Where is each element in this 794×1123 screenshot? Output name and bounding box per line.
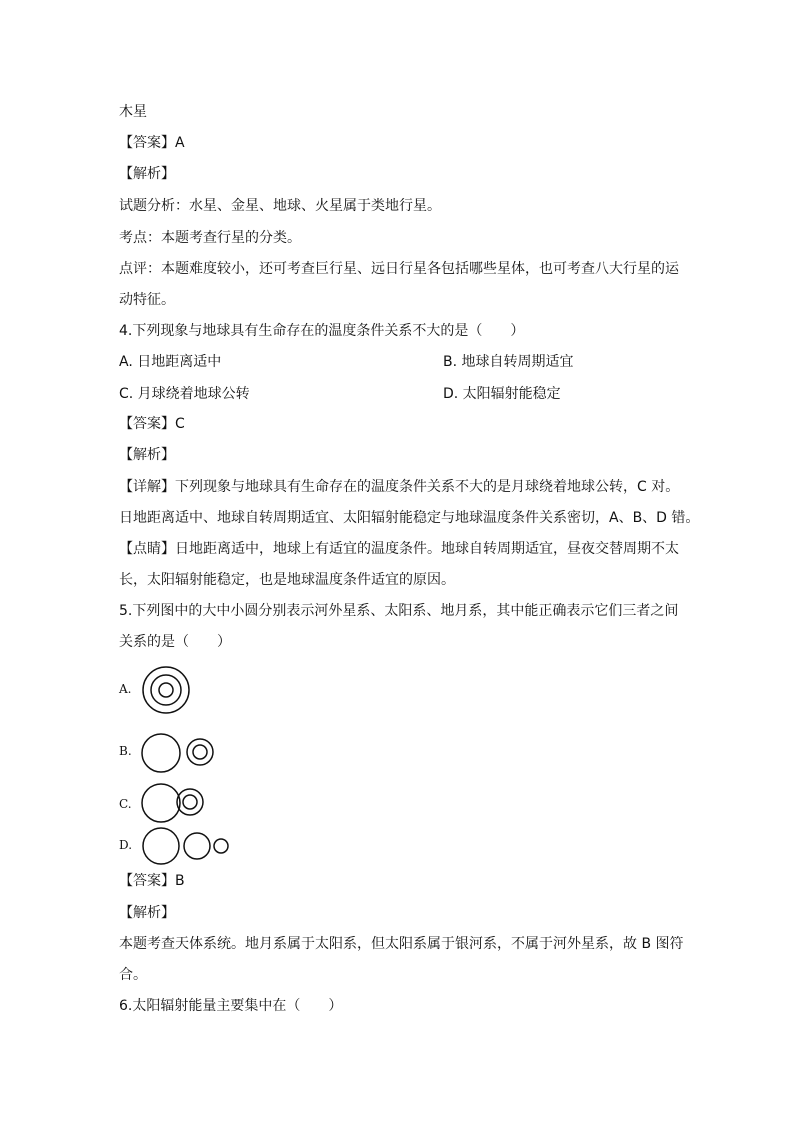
figure-label-c: C. [119,797,132,811]
large-circle [143,828,179,864]
q4-option-d: D. 太阳辐射能稳定 [443,386,561,402]
text-line: 【点睛】日地距离适中，地球上有适宜的温度条件。地球自转周期适宜，昼夜交替周期不太 [119,541,679,557]
text-line: 动特征。 [119,292,175,308]
large-circle [143,667,189,713]
figure-label-b: B. [119,744,132,758]
medium-circle [177,789,203,815]
question-5-continued: 关系的是（ ） [119,634,231,650]
figure-label-d: D. [119,838,133,852]
answer-line: 【答案】B [119,873,185,889]
medium-circle [184,833,210,859]
q4-option-a: A. 日地距离适中 [119,354,222,370]
question-5: 5.下列图中的大中小圆分别表示河外星系、太阳系、地月系，其中能正确表示它们三者之间 [119,603,679,619]
figure-b-separate-circles [140,732,220,776]
analysis-heading: 【解析】 [119,447,175,463]
figure-a-concentric-circles [140,664,192,716]
q4-option-c: C. 月球绕着地球公转 [119,386,250,402]
text-line: 【详解】下列现象与地球具有生命存在的温度条件关系不大的是月球绕着地球公转，C 对。 [119,479,680,495]
medium-circle [187,739,213,765]
q4-option-b: B. 地球自转周期适宜 [443,354,574,370]
text-line: 长，太阳辐射能稳定，也是地球温度条件适宜的原因。 [119,572,455,588]
text-line: 木星 [119,104,147,120]
small-circle [193,745,207,759]
question-6: 6.太阳辐射能量主要集中在（ ） [119,998,343,1014]
text-line: 日地距离适中、地球自转周期适宜、太阳辐射能稳定与地球温度条件关系密切，A、B、D 错。 [119,510,700,526]
figure-d-three-separate-circles [140,826,232,868]
figure-label-a: A. [119,682,132,696]
text-line: 本题考查天体系统。地月系属于太阳系，但太阳系属于银河系，不属于河外星系，故 B 图符 [119,936,684,952]
answer-line: 【答案】C [119,416,185,432]
small-circle [214,839,228,853]
figure-c-overlapping-circles [140,782,210,826]
large-circle [142,734,180,772]
text-line: 点评：本题难度较小，还可考查巨行星、远日行星各包括哪些星体，也可考查八大行星的运 [119,261,679,277]
small-circle [159,683,173,697]
answer-line: 【答案】A [119,135,185,151]
question-4: 4.下列现象与地球具有生命存在的温度条件关系不大的是（ ） [119,323,525,339]
large-circle [142,784,180,822]
text-line: 考点：本题考查行星的分类。 [119,230,301,246]
analysis-heading: 【解析】 [119,905,175,921]
medium-circle [151,675,181,705]
text-line: 合。 [119,967,147,983]
text-line: 试题分析：水星、金星、地球、火星属于类地行星。 [119,198,441,214]
small-circle [183,795,197,809]
analysis-heading: 【解析】 [119,166,175,182]
